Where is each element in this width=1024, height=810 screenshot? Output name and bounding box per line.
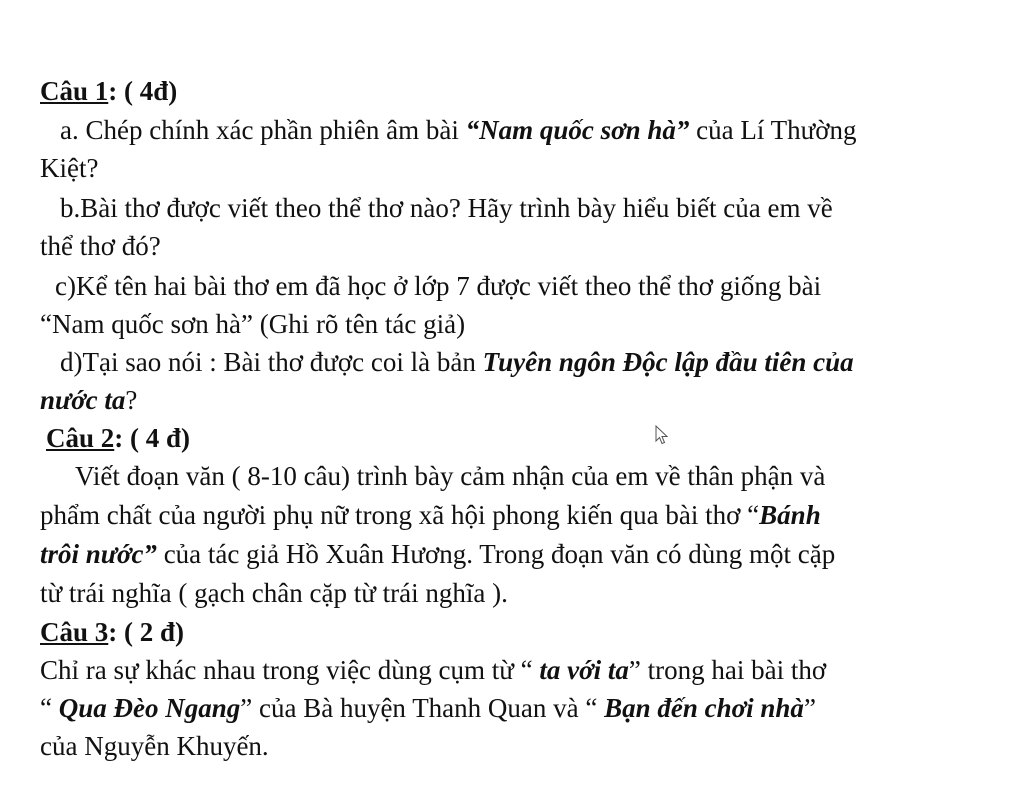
question-3-line-2 xyxy=(40,690,816,726)
poem-title-banh-troi-nuoc-end: trôi nước” xyxy=(40,539,157,569)
question-3-text-mid: ” của Bà huyện Thanh Quan và “ xyxy=(240,693,605,723)
question-3-line-1 xyxy=(40,652,826,688)
question-2-text: phẩm chất của người phụ nữ trong xã hội phong kiến qua bài thơ “ xyxy=(40,500,760,530)
question-1b-line-2: thể thơ đó? xyxy=(40,231,161,261)
question-2-heading xyxy=(46,420,190,456)
close-quote: ” xyxy=(803,693,816,723)
question-2-line-1: Viết đoạn văn ( 8-10 câu) trình bày cảm nhận của em về thân phận và xyxy=(75,461,826,491)
question-1a-text: a. Chép chính xác phần phiên âm bài xyxy=(60,115,466,145)
question-2-line-2 xyxy=(40,497,821,533)
question-1-label: Câu 1 xyxy=(40,76,109,106)
question-2-label: Câu 2 xyxy=(46,423,115,453)
mouse-pointer-icon xyxy=(655,425,669,445)
question-1b-line-1: b.Bài thơ được viết theo thể thơ nào? Hãy trình bày hiểu biết của em về xyxy=(60,193,833,223)
poem-title-qua-deo-ngang: Qua Đèo Ngang xyxy=(58,693,241,723)
open-quote: “ xyxy=(40,693,59,723)
poem-title-nam-quoc-son-ha: “Nam quốc sơn hà” xyxy=(465,115,690,145)
question-2-line-4: từ trái nghĩa ( gạch chân cặp từ trái nghĩa ). xyxy=(40,578,508,608)
question-1d-mark: ? xyxy=(125,385,138,415)
question-1a-line-1 xyxy=(60,112,857,148)
question-1a-line-2: Kiệt? xyxy=(40,153,99,183)
question-1a-text-end: của Lí Thường xyxy=(689,115,857,145)
question-1d-line-1 xyxy=(60,344,854,380)
question-3-label: Câu 3 xyxy=(40,617,109,647)
question-3-text-end: ” trong hai bài thơ xyxy=(628,655,827,685)
question-1d-text: d)Tại sao nói : Bài thơ được coi là bản xyxy=(60,347,483,377)
question-1-points: : ( 4đ) xyxy=(108,76,178,106)
question-1d-emphasis-end: nước ta xyxy=(40,385,126,415)
question-2-text-cont: của tác giả Hồ Xuân Hương. Trong đoạn văn có dùng một cặp xyxy=(156,539,836,569)
question-3-points: : ( 2 đ) xyxy=(108,617,185,647)
question-3-line-3: của Nguyễn Khuyến. xyxy=(40,731,269,761)
question-1-heading xyxy=(40,73,177,109)
phrase-ta-voi-ta: ta với ta xyxy=(539,655,629,685)
question-1d-line-2 xyxy=(40,382,137,418)
question-3-text: Chỉ ra sự khác nhau trong việc dùng cụm từ “ xyxy=(40,655,540,685)
poem-title-banh-troi-nuoc-start: Bánh xyxy=(759,500,821,530)
poem-title-ban-den-choi-nha: Bạn đến chơi nhà xyxy=(604,693,804,723)
question-2-points: : ( 4 đ) xyxy=(114,423,191,453)
question-1c-line-1: c)Kể tên hai bài thơ em đã học ở lớp 7 được viết theo thể thơ giống bài xyxy=(55,271,822,301)
question-2-line-3 xyxy=(40,536,835,572)
question-1c-line-2: “Nam quốc sơn hà” (Ghi rõ tên tác giả) xyxy=(40,309,466,339)
question-1d-emphasis: Tuyên ngôn Độc lập đầu tiên của xyxy=(482,347,854,377)
question-3-heading xyxy=(40,614,184,650)
